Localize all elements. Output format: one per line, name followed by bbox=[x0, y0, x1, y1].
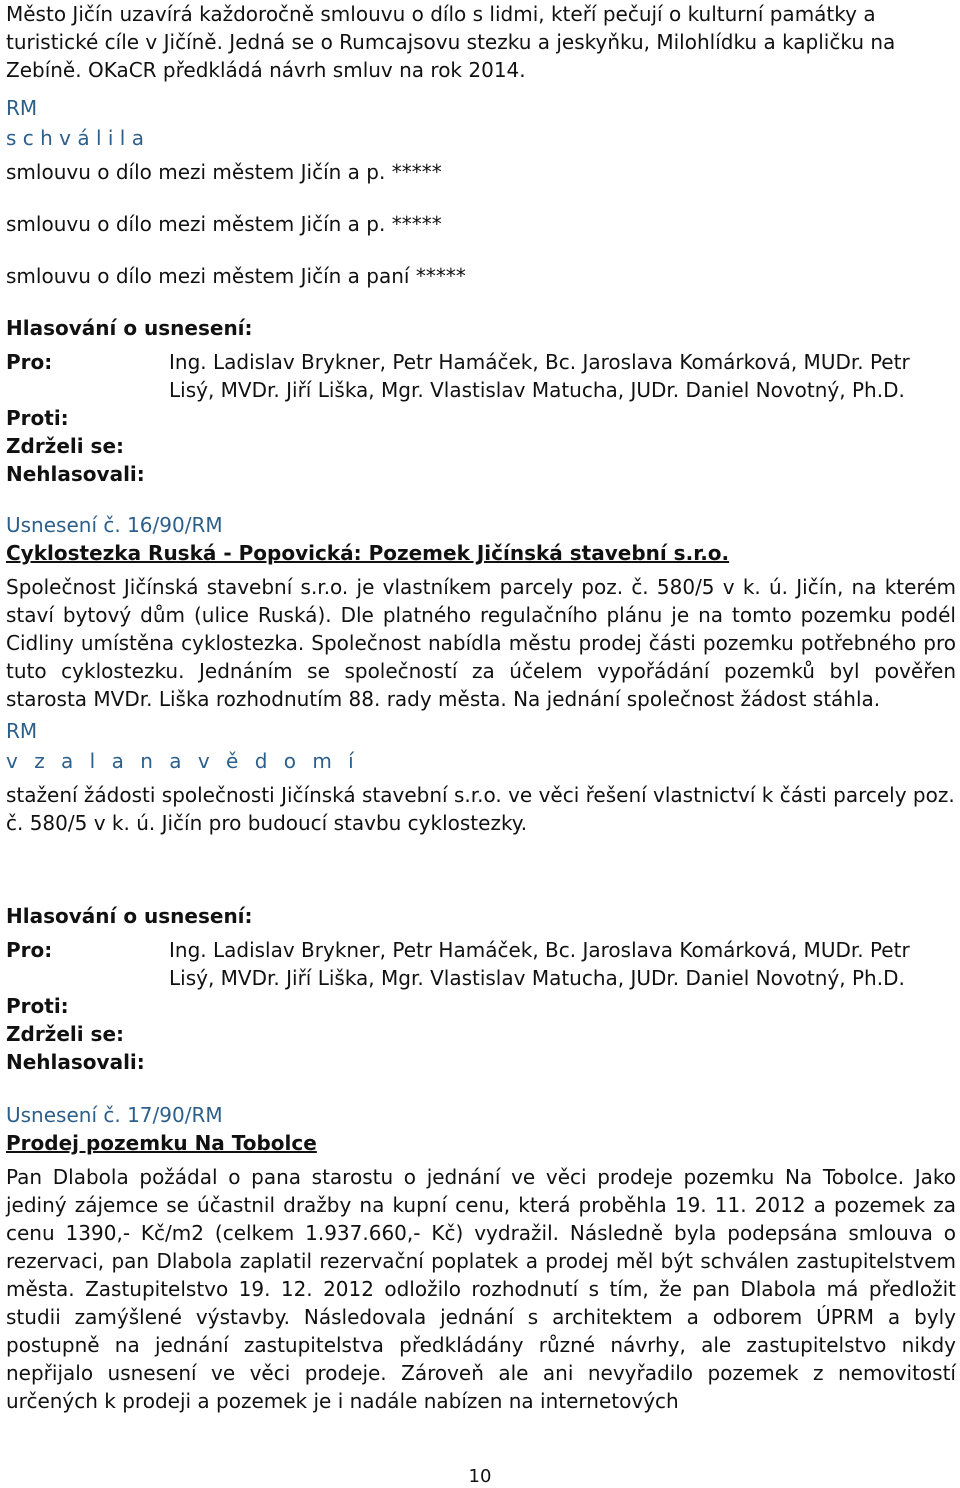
intro-section bbox=[6, 0, 956, 290]
page-number: 10 bbox=[468, 1466, 492, 1487]
rm-label: RM bbox=[6, 96, 38, 120]
resolution-17 bbox=[6, 1101, 956, 1415]
vote-row-zdrzeli bbox=[6, 432, 956, 460]
vote-block bbox=[6, 902, 956, 1076]
resolution-body: Společnost Jičínská stavební s.r.o. je vlastníkem parcely poz. č. 580/5 v k. ú. Jičín, na kterém staví bytový dům (ulice Ruská). Dle platného regulačního plánu je na tomto pozemku podél Cidliny umístěna cyklostezka. Společnost nabídla městu prodej části pozemku potřebného pro tuto cyklostezku. Jednáním se společností za účelem vypořádání pozemků byl pověřen starosta MVDr. Liška rozhodnutím 88. rady města. Na jednání společnost žádost stáhla. bbox=[6, 575, 956, 711]
action-approved: s c h v á l i l a bbox=[6, 126, 144, 150]
contract-item: smlouvu o dílo mezi městem Jičín a p. ***** bbox=[6, 160, 442, 184]
vote-row-proti bbox=[6, 404, 956, 432]
vote-row-nehlasovali bbox=[6, 460, 956, 488]
action-noted: v z a l a n a v ě d o m í bbox=[6, 749, 359, 773]
vote-label-pro: Pro: bbox=[6, 350, 53, 374]
vote-row-pro bbox=[6, 348, 956, 404]
vote-label-pro: Pro: bbox=[6, 938, 53, 962]
rm-label: RM bbox=[6, 719, 38, 743]
vote-label-zdrzeli: Zdrželi se: bbox=[6, 1022, 125, 1046]
vote-row-zdrzeli bbox=[6, 1020, 956, 1048]
vote-value-pro: Ing. Ladislav Brykner, Petr Hamáček, Bc. Jaroslava Komárková, MUDr. Petr Lisý, MVDr. Jiří Liška, Mgr. Vlastislav Matucha, JUDr. Daniel Novotný, Ph.D. bbox=[169, 938, 910, 990]
resolution-16 bbox=[6, 511, 956, 837]
vote-block bbox=[6, 314, 956, 488]
vote-label-nehlasovali: Nehlasovali: bbox=[6, 462, 145, 486]
vote-row-proti bbox=[6, 992, 956, 1020]
vote-row-nehlasovali bbox=[6, 1048, 956, 1076]
vote-heading: Hlasování o usnesení: bbox=[6, 316, 253, 340]
contract-item: smlouvu o dílo mezi městem Jičín a p. ***** bbox=[6, 212, 442, 236]
vote-row-pro bbox=[6, 936, 956, 992]
resolution-body: Pan Dlabola požádal o pana starostu o jednání ve věci prodeje pozemku Na Tobolce. Jako jediný zájemce se účastnil dražby na kupní cenu, která proběhla 19. 11. 2012 a pozemek za cenu 1390,- Kč/m2 (celkem 1.937.660,- Kč) vydražil. Následně byla podepsána smlouva o rezervaci, pan Dlabola zaplatil rezervační poplatek a prodej měl být schválen zastupitelstvem města. Zastupitelstvo 19. 12. 2012 odložilo rozhodnutí s tím, že pan Dlabola má předložit studii zamýšlené výstavby. Následovala jednání s architektem a odborem ÚPRM a byly postupně na jednání zastupitelstva předkládány různé návrhy, ale zastupitelstvo nikdy nepřijalo usnesení ve věci prodeje. Zároveň ale ani nevyřadilo pozemek z nemovitostí určených k prodeji a pozemek je i nadále nabízen na internetových bbox=[6, 1165, 956, 1413]
resolution-number: Usnesení č. 16/90/RM bbox=[6, 513, 223, 537]
intro-paragraph: Město Jičín uzavírá každoročně smlouvu o dílo s lidmi, kteří pečují o kulturní památky a turistické cíle v Jičíně. Jedná se o Rumcajsovu stezku a jeskyňku, Milohlídku a kapličku na Zebíně. OKaCR předkládá návrh smluv na rok 2014. bbox=[6, 2, 896, 82]
resolution-number: Usnesení č. 17/90/RM bbox=[6, 1103, 223, 1127]
vote-label-proti: Proti: bbox=[6, 994, 69, 1018]
vote-label-nehlasovali: Nehlasovali: bbox=[6, 1050, 145, 1074]
vote-label-zdrzeli: Zdrželi se: bbox=[6, 434, 125, 458]
vote-heading: Hlasování o usnesení: bbox=[6, 904, 253, 928]
resolution-title: Cyklostezka Ruská - Popovická: Pozemek Jičínská stavební s.r.o. bbox=[6, 541, 730, 565]
contract-item: smlouvu o dílo mezi městem Jičín a paní ***** bbox=[6, 264, 466, 288]
vote-label-proti: Proti: bbox=[6, 406, 69, 430]
resolution-title: Prodej pozemku Na Tobolce bbox=[6, 1131, 317, 1155]
resolution-decision: stažení žádosti společnosti Jičínská stavební s.r.o. ve věci řešení vlastnictví k části parcely poz. č. 580/5 v k. ú. Jičín pro budoucí stavbu cyklostezky. bbox=[6, 783, 955, 835]
vote-value-pro: Ing. Ladislav Brykner, Petr Hamáček, Bc. Jaroslava Komárková, MUDr. Petr Lisý, MVDr. Jiří Liška, Mgr. Vlastislav Matucha, JUDr. Daniel Novotný, Ph.D. bbox=[169, 350, 910, 402]
